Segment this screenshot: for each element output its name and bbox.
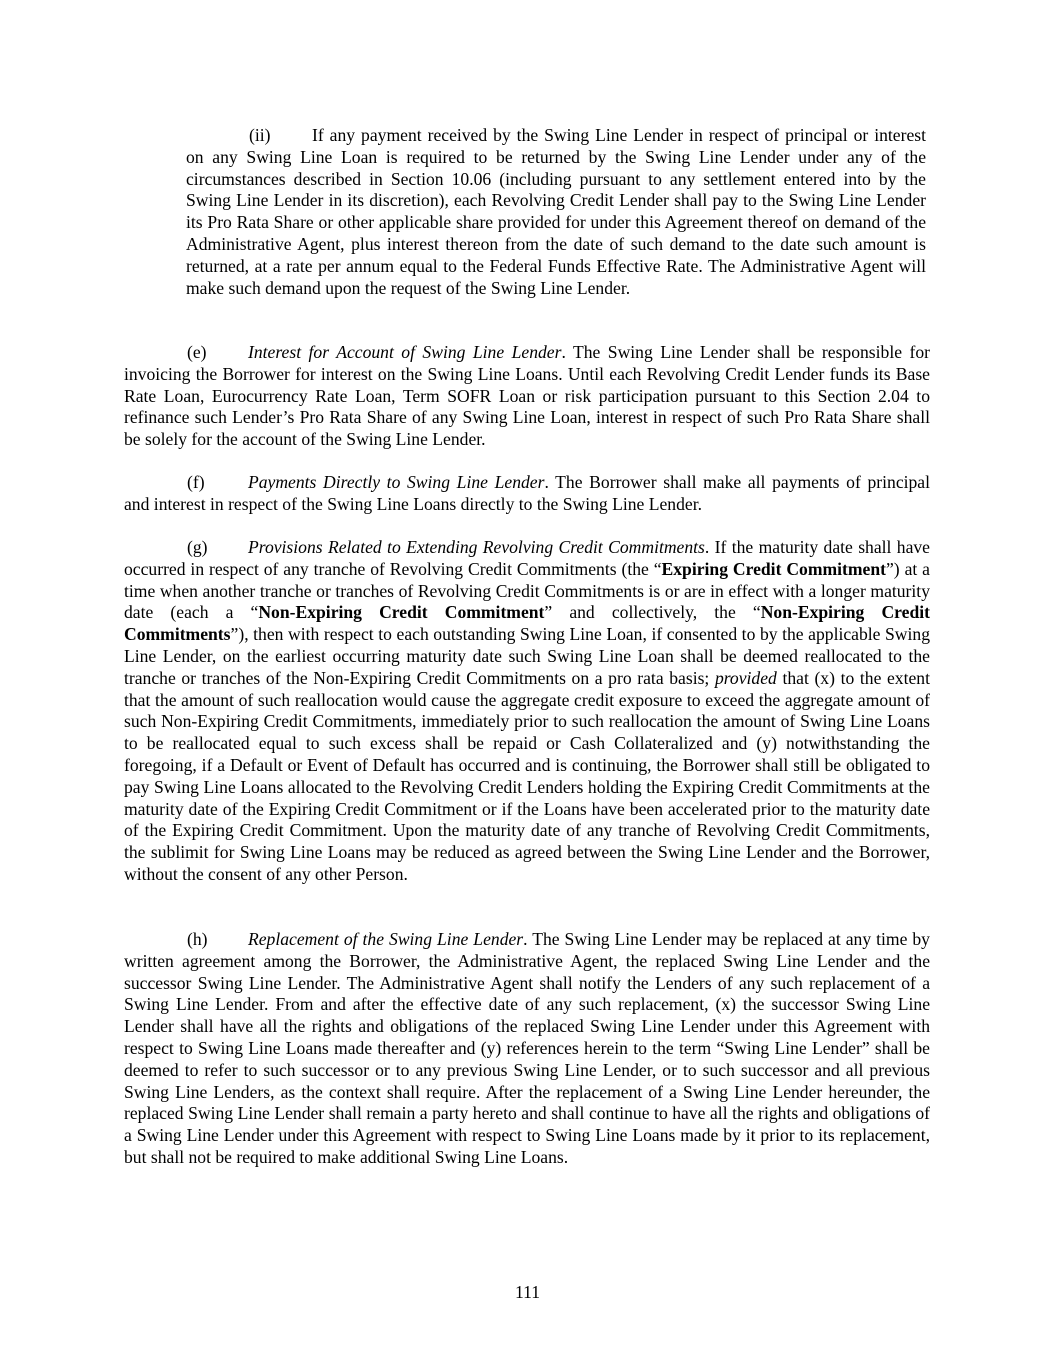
paragraph-text: ”) at a time when another tranche or tranches of Revolving Credit Commitments is or are in effect with a longer maturity date (each a “ [124, 558, 930, 623]
paragraph-text: . If the maturity date shall have occurred in respect of any tranche of Revolving Credit Commitments (the “ [124, 537, 930, 579]
paragraph-number: (f) [187, 472, 205, 492]
defined-term: Non-Expiring Credit Commitment [258, 602, 545, 623]
paragraph-text: If any payment received by the Swing Line Lender in respect of principal or interest on any Swing Line Loan is required to be returned by the Swing Line Lender under any of the circumstances described in Section 10.06 (including pursuant to any settlement entered into by the Swing Line Lender in its discretion), each Revolving Credit Lender shall pay to the Swing Line Lender its Pro Rata Share or other applicable share provided for under this Agreement thereof on demand of the Administrative Agent, plus interest thereon from the date of such demand to the date such amount is returned, at a rate per annum equal to the Federal Funds Effective Rate. The Administrative Agent will make such demand upon the request of the Swing Line Lender. [186, 125, 926, 298]
page-number: 111 [514, 1282, 541, 1302]
paragraph-number: (e) [187, 342, 207, 362]
paragraph-text: . The Borrower shall make all payments of principal and interest in respect of the Swing Line Loans directly to the Swing Line Lender. [124, 472, 931, 514]
paragraph-text: ” and collectively, the “ [544, 602, 761, 623]
paragraph-number: (ii) [249, 125, 271, 145]
paragraph-heading: Replacement of the Swing Line Lender [248, 929, 524, 949]
paragraph-text: ”), then with respect to each outstanding Swing Line Loan, if consented to by the applicable Swing Line Lender, on the earliest occurring maturity date such Swing Line Loan shall be deemed reallocated to the tranche or tranches of the Non-Expiring Credit Commitments on a pro rata basis; [124, 624, 930, 688]
defined-term: Expiring Credit Commitment [661, 558, 886, 579]
paragraph-text: . The Swing Line Lender shall be responsible for invoicing the Borrower for interest on the Swing Line Loans. Until each Revolving Credit Lender funds its Base Rate Loan, Eurocurrency Rate Loan, Term SOFR Loan or risk participation pursuant to this Section 2.04 to refinance such Lender’s Pro Rata Share of any Swing Line Loan, interest in respect of such Pro Rata Share shall be solely for the account of the Swing Line Lender. [124, 342, 930, 450]
paragraph-heading: Interest for Account of Swing Line Lender [248, 342, 562, 362]
paragraph-heading: Payments Directly to Swing Line Lender [248, 472, 545, 492]
paragraph-text: that (x) to the extent that the amount of such reallocation would cause the aggregate credit exposure to exceed the aggregate amount of such Non-Expiring Credit Commitments, immediately prior to such reallocation the amount of Swing Line Loans to be reallocated equal to such excess shall be repaid or Cash Collateralized and (y) notwithstanding the foregoing, if a Default or Event of Default has occurred and is continuing, the Borrower shall still be obligated to pay Swing Line Loans allocated to the Revolving Credit Lenders holding the Expiring Credit Commitments at the maturity date of the Expiring Credit Commitment or if the Loans have been accelerated prior to the maturity date of the Expiring Credit Commitment. Upon the maturity date of any tranche of Revolving Credit Commitments, the sublimit for Swing Line Loans may be reduced as agreed between the Swing Line Lender and the Borrower, without the consent of any other Person. [124, 667, 930, 884]
defined-term: Non-Expiring Credit Commitments [124, 602, 930, 645]
paragraph-e [124, 342, 930, 451]
paragraph-text: . The Swing Line Lender may be replaced at any time by written agreement among the Borrower, the Administrative Agent, the replaced Swing Line Lender and the successor Swing Line Lender. The Administrative Agent shall notify the Lenders of any such replacement of a Swing Line Lender. From and after the effective date of any such replacement, (x) the successor Swing Line Lender shall have all the rights and obligations of the replaced Swing Line Lender under this Agreement with respect to Swing Line Loans made thereafter and (y) references herein to the term “Swing Line Lender” shall be deemed to refer to such successor or to any previous Swing Line Lender, or to such successor and all previous Swing Line Lenders, as the context shall require. After the replacement of a Swing Line Lender hereunder, the replaced Swing Line Lender shall remain a party hereto and shall continue to have all the rights and obligations of a Swing Line Lender under this Agreement with respect to Swing Line Loans made by it prior to its replacement, but shall not be required to make additional Swing Line Loans. [124, 929, 930, 1167]
paragraph-ii [186, 125, 926, 299]
paragraph-h [124, 929, 930, 1169]
paragraph-f [124, 472, 930, 516]
paragraph-number: (h) [187, 929, 208, 949]
paragraph-g [124, 537, 930, 886]
paragraph-number: (g) [187, 537, 208, 557]
proviso-term: provided [714, 667, 777, 688]
paragraph-heading: Provisions Related to Extending Revolving Credit Commitments [248, 537, 705, 557]
